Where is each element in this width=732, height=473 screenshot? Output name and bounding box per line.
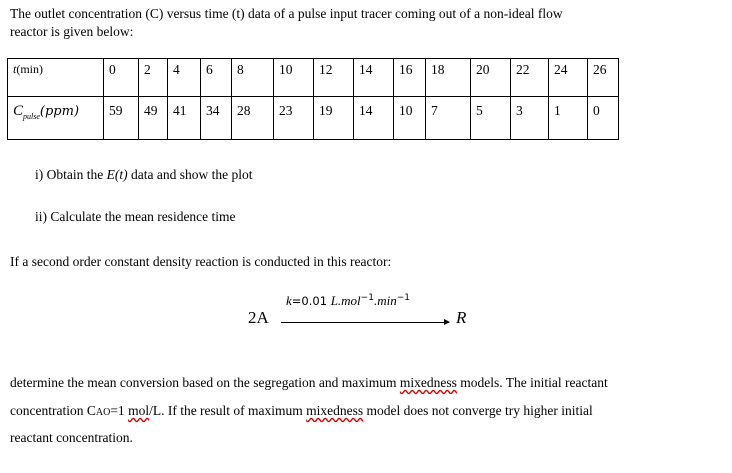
p1a: determine the mean conversion based on the segregation and maximum (10, 375, 400, 390)
time-cell: 8 (232, 59, 274, 97)
t-unit: (min) (16, 62, 44, 76)
k-symbol: k (286, 293, 292, 308)
time-cell: 16 (394, 59, 426, 97)
reactant: 2A (248, 308, 269, 327)
t-variable: t (13, 62, 17, 76)
concentration-cell: 1 (549, 97, 588, 140)
q1-et: E(t) (106, 167, 128, 182)
time-cell: 4 (168, 59, 201, 97)
time-header (8, 59, 104, 97)
data-table (7, 58, 619, 140)
concentration-cell: 49 (139, 97, 168, 140)
p2sub: AO (95, 407, 111, 418)
k-value: =0.01 (291, 294, 331, 308)
para-line-3: reactant concentration. (10, 430, 133, 445)
concentration-cell: 59 (104, 97, 139, 140)
p2d: /L. If the result of maximum (149, 403, 307, 418)
concentration-cell: 19 (314, 97, 354, 140)
concentration-cell: 28 (232, 97, 274, 140)
concentration-header (8, 97, 104, 140)
para-line-1 (10, 375, 608, 391)
p2a: concentration C (10, 403, 96, 418)
time-cell: 18 (426, 59, 471, 97)
time-cell: 0 (104, 59, 139, 97)
concentration-cell: 5 (471, 97, 511, 140)
product: R (456, 308, 467, 327)
p2f: model does not converge try higher initial (363, 403, 593, 418)
reaction-equation (248, 286, 488, 336)
question-2: ii) Calculate the mean residence time (35, 209, 236, 224)
concentration-cell: 7 (426, 97, 471, 140)
para-line-2 (10, 403, 593, 419)
time-cell: 26 (588, 59, 619, 97)
c-subscript: pulse (23, 111, 40, 121)
p2c: mol (128, 403, 150, 418)
c-unit: (ppm) (39, 104, 80, 119)
intro-line-1: The outlet concentration (C) versus time (t) data of a pulse input tracer coming out of a non-ideal flow (10, 6, 563, 21)
time-cell: 2 (139, 59, 168, 97)
rate-constant (286, 293, 410, 309)
k-unit-1: L.mol (330, 293, 361, 308)
concentration-cell: 10 (394, 97, 426, 140)
intro-line-2: reactor is given below: (10, 24, 134, 39)
time-cell: 20 (471, 59, 511, 97)
q1-suffix: data and show the plot (127, 167, 253, 182)
k-exp-1: −1 (360, 293, 374, 304)
concentration-cell: 34 (201, 97, 232, 140)
c-variable: C (13, 103, 24, 119)
time-cell: 24 (549, 59, 588, 97)
time-cell: 12 (314, 59, 354, 97)
time-row (8, 59, 619, 97)
concentration-cell: 0 (588, 97, 619, 140)
time-cell: 14 (354, 59, 394, 97)
p1c: models. The initial reactant (456, 375, 608, 390)
q1-prefix: i) Obtain the (35, 167, 107, 182)
p2b: =1 (110, 403, 129, 418)
time-cell: 10 (274, 59, 314, 97)
reaction-intro: If a second order constant density reaction is conducted in this reactor: (10, 254, 392, 269)
p2e: mixedness (306, 403, 364, 418)
concentration-cell: 14 (354, 97, 394, 140)
time-cell: 6 (201, 59, 232, 97)
concentration-cell: 41 (168, 97, 201, 140)
concentration-cell: 23 (274, 97, 314, 140)
k-unit-2: .min (373, 293, 397, 308)
question-1 (35, 167, 252, 183)
k-exp-2: −1 (396, 293, 410, 304)
arrow-icon (281, 322, 449, 323)
concentration-row (8, 97, 619, 140)
concentration-cell: 3 (511, 97, 549, 140)
p1b: mixedness (399, 375, 457, 390)
time-cell: 22 (511, 59, 549, 97)
